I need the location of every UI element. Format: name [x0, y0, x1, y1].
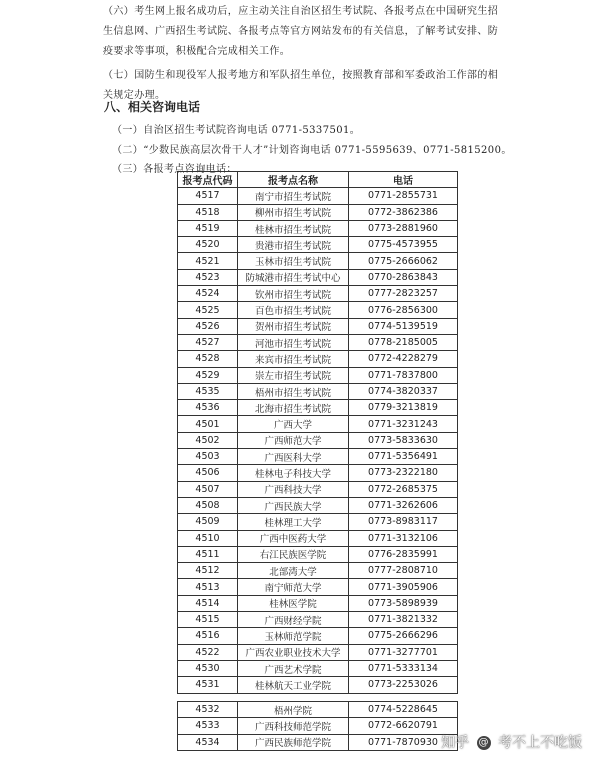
site-code: 4501 [178, 416, 238, 432]
site-code: 4536 [178, 400, 238, 416]
site-name: 梧州学院 [238, 702, 349, 718]
site-name: 玉林师范学院 [238, 628, 349, 644]
site-phone: 0777-2808710 [349, 563, 458, 579]
site-code: 4508 [178, 497, 238, 513]
table-row [178, 220, 458, 236]
site-phone: 0771-3262606 [349, 497, 458, 513]
site-phone: 0771-3905906 [349, 579, 458, 595]
site-phone: 0771-2855731 [349, 188, 458, 204]
site-name: 桂林电子科技大学 [238, 465, 349, 481]
site-phone: 0771-3132106 [349, 530, 458, 546]
site-name: 广西医科大学 [238, 449, 349, 465]
table-row [178, 644, 458, 660]
site-phone: 0773-8983117 [349, 514, 458, 530]
site-code: 4527 [178, 334, 238, 350]
site-phone: 0771-7837800 [349, 367, 458, 383]
site-phone: 0779-3213819 [349, 400, 458, 416]
site-code: 4513 [178, 579, 238, 595]
table-row [178, 416, 458, 432]
site-phone: 0773-5898939 [349, 595, 458, 611]
table-row [178, 237, 458, 253]
site-phone: 0770-2863843 [349, 269, 458, 285]
exam-sites-table-continued [177, 701, 458, 751]
site-phone: 0774-5139519 [349, 318, 458, 334]
site-phone: 0776-2835991 [349, 546, 458, 562]
site-code: 4524 [178, 286, 238, 302]
site-code: 4519 [178, 220, 238, 236]
header-phone: 电话 [349, 172, 458, 188]
table-row [178, 702, 458, 718]
site-name: 百色市招生考试院 [238, 302, 349, 318]
site-phone: 0772-4228279 [349, 351, 458, 367]
table-row [178, 204, 458, 220]
site-code: 4533 [178, 718, 238, 734]
table-row [178, 334, 458, 350]
site-name: 桂林航天工业学院 [238, 677, 349, 693]
site-name: 梧州市招生考试院 [238, 383, 349, 399]
table-row [178, 514, 458, 530]
site-phone: 0774-5228645 [349, 702, 458, 718]
site-name: 桂林理工大学 [238, 514, 349, 530]
table-row [178, 734, 458, 750]
table-row [178, 563, 458, 579]
site-name: 桂林医学院 [238, 595, 349, 611]
site-phone: 0773-5833630 [349, 432, 458, 448]
site-phone: 0776-2856300 [349, 302, 458, 318]
site-name: 广西师范大学 [238, 432, 349, 448]
table-row [178, 269, 458, 285]
site-code: 4502 [178, 432, 238, 448]
site-name: 桂林市招生考试院 [238, 220, 349, 236]
site-code: 4516 [178, 628, 238, 644]
site-code: 4530 [178, 660, 238, 676]
table-row [178, 318, 458, 334]
site-code: 4522 [178, 644, 238, 660]
site-code: 4534 [178, 734, 238, 750]
site-code: 4532 [178, 702, 238, 718]
site-code: 4525 [178, 302, 238, 318]
site-code: 4510 [178, 530, 238, 546]
site-name: 广西科技大学 [238, 481, 349, 497]
site-phone: 0771-5356491 [349, 449, 458, 465]
table-row [178, 400, 458, 416]
site-phone: 0773-2322180 [349, 465, 458, 481]
site-name: 玉林市招生考试院 [238, 253, 349, 269]
site-name: 广西农业职业技术大学 [238, 644, 349, 660]
site-phone: 0778-2185005 [349, 334, 458, 350]
table-row [178, 432, 458, 448]
site-phone: 0773-2253026 [349, 677, 458, 693]
paragraph-item-7: （七）国防生和现役军人报考地方和军队招生单位，按照教育部和军委政治工作部的相关规定办理。 [103, 70, 499, 101]
site-name: 广西大学 [238, 416, 349, 432]
table-row [178, 188, 458, 204]
site-code: 4509 [178, 514, 238, 530]
header-name: 报考点名称 [238, 172, 349, 188]
paragraph-item-6: （六）考生网上报名成功后，应主动关注自治区招生考试院、各报考点在中国研究生招生信息网、广西招生考试院、各报考点等官方网站发布的有关信息，了解考试安排、防疫要求等事项，积极配合完成相关工作。 [103, 6, 499, 57]
watermark-author: 考不上不吃饭 [498, 735, 582, 751]
site-phone: 0771-5333134 [349, 660, 458, 676]
site-name: 贵港市招生考试院 [238, 237, 349, 253]
site-phone: 0772-6620791 [349, 718, 458, 734]
site-code: 4520 [178, 237, 238, 253]
site-phone: 0771-3277701 [349, 644, 458, 660]
table-row [178, 530, 458, 546]
site-name: 北海市招生考试院 [238, 400, 349, 416]
site-name: 广西民族大学 [238, 497, 349, 513]
site-phone: 0772-2685375 [349, 481, 458, 497]
site-code: 4526 [178, 318, 238, 334]
table-row [178, 367, 458, 383]
site-code: 4531 [178, 677, 238, 693]
table-row [178, 660, 458, 676]
section-heading: 八、相关咨询电话 [104, 100, 201, 114]
table-row [178, 497, 458, 513]
at-icon: @ [478, 737, 489, 748]
site-code: 4523 [178, 269, 238, 285]
site-code: 4514 [178, 595, 238, 611]
site-name: 广西科技师范学院 [238, 718, 349, 734]
site-phone: 0774-3820337 [349, 383, 458, 399]
site-phone: 0772-3862386 [349, 204, 458, 220]
table-row [178, 546, 458, 562]
site-code: 4517 [178, 188, 238, 204]
table-row [178, 677, 458, 693]
header-code: 报考点代码 [178, 172, 238, 188]
zhihu-watermark [441, 732, 582, 752]
site-phone: 0775-2666062 [349, 253, 458, 269]
exam-sites-table [177, 171, 458, 694]
site-code: 4503 [178, 449, 238, 465]
site-phone: 0775-2666296 [349, 628, 458, 644]
site-phone: 0777-2823257 [349, 286, 458, 302]
site-name: 广西财经学院 [238, 612, 349, 628]
table-row [178, 579, 458, 595]
table-row [178, 286, 458, 302]
site-name: 来宾市招生考试院 [238, 351, 349, 367]
exam-institute-phone: （一）自治区招生考试院咨询电话 0771-5337501。 [112, 125, 361, 136]
site-code: 4529 [178, 367, 238, 383]
site-code: 4528 [178, 351, 238, 367]
table-row [178, 383, 458, 399]
table-row [178, 628, 458, 644]
site-code: 4511 [178, 546, 238, 562]
site-phone: 0775-4573955 [349, 237, 458, 253]
site-code: 4518 [178, 204, 238, 220]
table-row [178, 449, 458, 465]
table-row [178, 253, 458, 269]
site-name: 广西艺术学院 [238, 660, 349, 676]
site-phone: 0771-3231243 [349, 416, 458, 432]
table-row [178, 465, 458, 481]
site-name: 北部湾大学 [238, 563, 349, 579]
site-name: 河池市招生考试院 [238, 334, 349, 350]
site-name: 右江民族医学院 [238, 546, 349, 562]
table-row [178, 351, 458, 367]
table-row [178, 481, 458, 497]
minority-program-phone: （二）“少数民族高层次骨干人才”计划咨询电话 0771-5595639、0771-5815200。 [112, 145, 512, 156]
site-code: 4535 [178, 383, 238, 399]
site-name: 南宁师范大学 [238, 579, 349, 595]
site-name: 崇左市招生考试院 [238, 367, 349, 383]
site-name: 贺州市招生考试院 [238, 318, 349, 334]
table-row [178, 302, 458, 318]
site-name: 钦州市招生考试院 [238, 286, 349, 302]
site-code: 4507 [178, 481, 238, 497]
site-code: 4506 [178, 465, 238, 481]
site-code: 4515 [178, 612, 238, 628]
exam-sites-phone-intro: （三）各报考点咨询电话： [112, 164, 237, 175]
table-row [178, 595, 458, 611]
site-name: 广西中医药大学 [238, 530, 349, 546]
table-header-row [178, 172, 458, 188]
site-code: 4521 [178, 253, 238, 269]
table-row [178, 612, 458, 628]
site-phone: 0771-7870930 [349, 734, 458, 750]
site-name: 柳州市招生考试院 [238, 204, 349, 220]
site-name: 防城港市招生考试中心 [238, 269, 349, 285]
site-phone: 0773-2881960 [349, 220, 458, 236]
table-row [178, 718, 458, 734]
watermark-site: 知乎 [441, 735, 470, 751]
site-name: 广西民族师范学院 [238, 734, 349, 750]
site-phone: 0771-3821332 [349, 612, 458, 628]
site-code: 4512 [178, 563, 238, 579]
site-name: 南宁市招生考试院 [238, 188, 349, 204]
